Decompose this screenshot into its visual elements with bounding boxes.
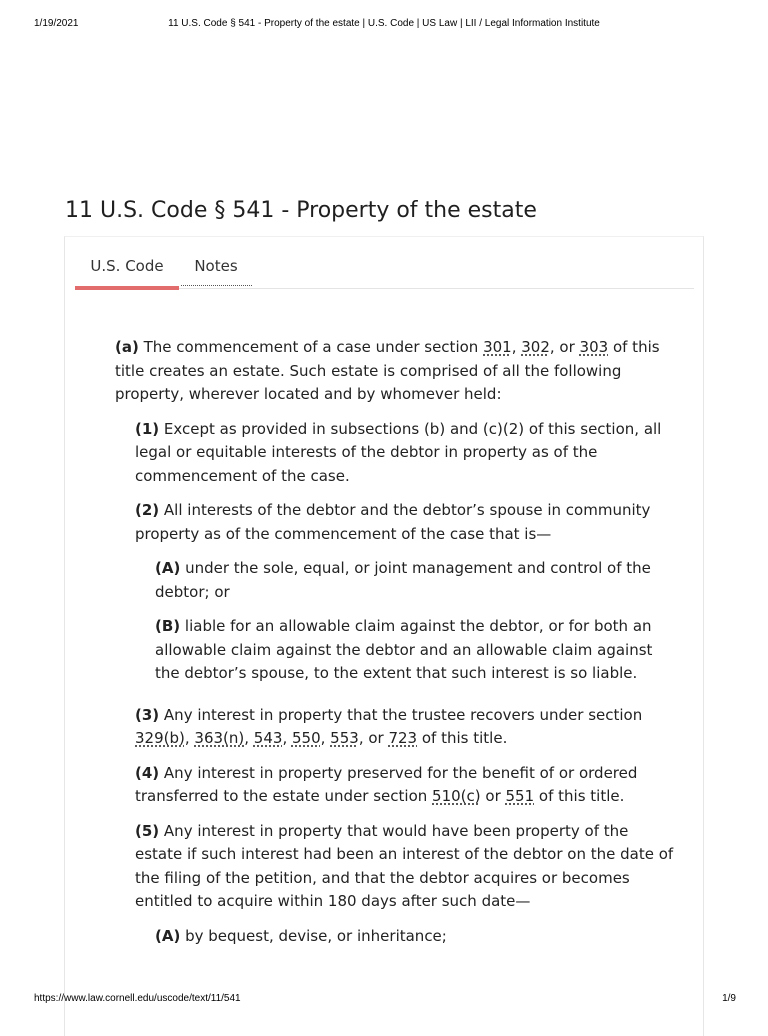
paragraph-2: (2) All interests of the debtor and the debtor’s spouse in community property as of the commencement of the case that is—: [135, 501, 651, 543]
subparagraph-label: (A): [155, 926, 181, 945]
print-url: https://www.law.cornell.edu/uscode/text/11/541: [34, 993, 241, 1004]
paragraph-5: (5) Any interest in property that would have been property of the estate if such interest had been an interest of the debtor on the date of the filing of the petition, and that the debtor acquires or becomes entitled to acquire within 180 days after such date—: [135, 821, 674, 910]
paragraph-label: (4): [135, 763, 160, 782]
paragraph-label: (2): [135, 501, 160, 519]
print-page-number: 1/9: [722, 993, 736, 1004]
subparagraph-2b: (B) liable for an allowable claim against the debtor, or for both an allowable claim against the debtor and an allowable claim against the debtor’s spouse, to the extent that such interest is so liable.: [155, 617, 653, 682]
subparagraph-label: (A): [155, 559, 181, 577]
paragraph-1: (1) Except as provided in subsections (b) and (c)(2) of this section, all legal or equitable interests of the debtor in property as of the commencement of the case.: [135, 419, 662, 485]
tab-us-code[interactable]: U.S. Code: [75, 250, 179, 290]
page-title: 11 U.S. Code § 541 - Property of the estate: [65, 198, 537, 223]
tab-notes[interactable]: Notes: [194, 257, 238, 275]
section-link-302[interactable]: 302: [521, 338, 550, 356]
paragraph-3: (3) Any interest in property that the trustee recovers under section 329(b), 363(n), 543, 550, 553, or 723 of this title.: [135, 705, 643, 747]
subparagraph-label: (B): [155, 617, 181, 635]
print-footer: [0, 993, 768, 1007]
print-header: [0, 18, 768, 32]
tab-notes-underline: [181, 285, 252, 286]
section-link-329b[interactable]: 329(b): [135, 729, 185, 747]
subparagraph-5a: (A) by bequest, devise, or inheritance;: [155, 926, 447, 945]
section-link-363n[interactable]: 363(n): [194, 729, 245, 747]
subsection-a: (a) The commencement of a case under section 301, 302, or 303 of this title creates an estate. Such estate is comprised of all the following property, wherever located and by whomever held:: [115, 338, 660, 403]
section-link-551[interactable]: 551: [505, 787, 535, 805]
section-link-550[interactable]: 550: [291, 729, 321, 747]
section-link-723[interactable]: 723: [388, 729, 418, 747]
paragraph-label: (5): [135, 821, 160, 840]
paragraph-4: (4) Any interest in property preserved for the benefit of or ordered transferred to the estate under section 510(c) or 551 of this title.: [135, 763, 638, 805]
section-link-510c[interactable]: 510(c): [432, 787, 481, 805]
section-link-301[interactable]: 301: [483, 338, 512, 356]
subsection-label: (a): [115, 338, 139, 356]
section-link-543[interactable]: 543: [253, 729, 283, 747]
print-date: 1/19/2021: [34, 18, 79, 29]
print-page-title: 11 U.S. Code § 541 - Property of the estate | U.S. Code | US Law | LII / Legal Information Institute: [168, 18, 600, 29]
tab-bar: [75, 250, 694, 289]
subparagraph-2a: (A) under the sole, equal, or joint management and control of the debtor; or: [155, 559, 651, 601]
statute-text: [115, 336, 680, 959]
paragraph-label: (3): [135, 705, 160, 724]
section-link-553[interactable]: 553: [330, 729, 359, 747]
section-link-303[interactable]: 303: [579, 338, 609, 356]
paragraph-label: (1): [135, 419, 160, 438]
